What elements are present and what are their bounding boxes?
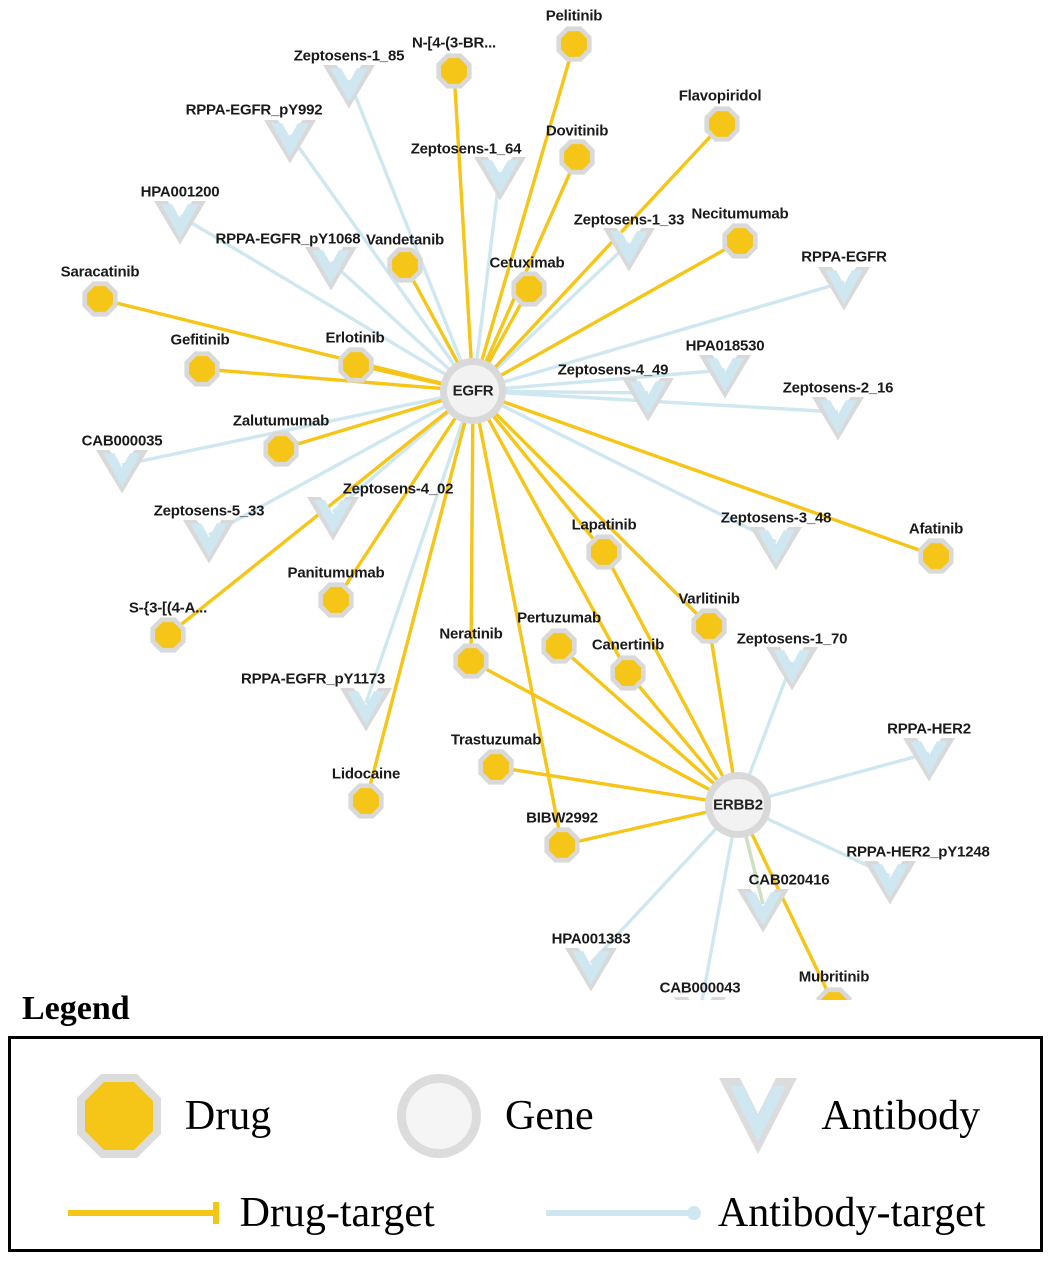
antibody-node[interactable]: [750, 527, 802, 571]
antibody-node[interactable]: [737, 889, 789, 933]
legend-label-antibody-target: Antibody-target: [717, 1190, 986, 1236]
antibody-node[interactable]: [699, 355, 751, 399]
octagon-icon: [516, 276, 542, 302]
octagon-icon: [392, 252, 418, 278]
drug-node[interactable]: [544, 827, 579, 862]
node-label: HPA018530: [685, 337, 765, 355]
node-label: Lidocaine: [331, 765, 401, 783]
drug-node[interactable]: [610, 655, 645, 690]
graph-edge: [747, 662, 792, 781]
node-label: RPPA-EGFR_pY1173: [240, 670, 386, 688]
legend-label-drug: Drug: [184, 1093, 272, 1139]
node-label: RPPA-HER2_pY1248: [846, 843, 990, 861]
octagon-icon: [87, 286, 113, 312]
node-label: Zeptosens-1_64: [410, 140, 522, 158]
graph-edge: [763, 753, 929, 798]
node-label: Cetuximab: [489, 254, 565, 272]
graph-edge: [366, 416, 465, 703]
node-label: CAB020416: [748, 871, 830, 889]
octagon-icon: [923, 543, 949, 569]
drug-node[interactable]: [184, 351, 219, 386]
node-label: RPPA-HER2: [887, 720, 971, 738]
node-label: Erlotinib: [325, 329, 385, 347]
octagon-icon: [343, 352, 369, 378]
node-label: Trastuzumab: [450, 731, 542, 749]
graph-edge: [471, 417, 473, 661]
octagon-icon: [615, 660, 641, 686]
antibody-node[interactable]: [864, 861, 916, 905]
drug-node[interactable]: [691, 608, 726, 643]
node-label: HPA001383: [551, 930, 631, 948]
drug-node[interactable]: [918, 538, 953, 573]
octagon-icon: [155, 622, 181, 648]
octagon-icon: [441, 58, 467, 84]
legend-item-antibody-target: [544, 1189, 986, 1237]
antibody-node[interactable]: [154, 201, 206, 245]
drug-node[interactable]: [541, 628, 576, 663]
octagon-icon: [268, 436, 294, 462]
octagon-icon: [564, 144, 590, 170]
drug-edge-icon: [66, 1199, 226, 1227]
legend-label-drug-target: Drug-target: [239, 1190, 435, 1236]
legend-item-gene: [391, 1068, 594, 1164]
node-label: Gefitinib: [170, 331, 230, 349]
octagon-icon: [458, 648, 484, 674]
octagon-icon: [353, 788, 379, 814]
node-label: CAB000035: [81, 432, 163, 450]
node-label: Zeptosens-4_49: [557, 361, 669, 379]
graph-edge: [454, 71, 471, 365]
graph-edge: [202, 369, 447, 389]
node-label: Dovitinib: [545, 122, 609, 140]
node-label: EGFR: [452, 382, 494, 400]
drug-node[interactable]: [318, 582, 353, 617]
drug-node[interactable]: [348, 783, 383, 818]
graph-edge: [497, 400, 936, 556]
drug-node[interactable]: [263, 431, 298, 466]
antibody-node[interactable]: [766, 647, 818, 691]
node-label: Vandetanib: [365, 231, 445, 249]
antibody-node[interactable]: [603, 228, 655, 272]
antibody-node[interactable]: [183, 520, 235, 564]
antibody-node[interactable]: [474, 157, 526, 201]
legend-title: Legend: [22, 990, 130, 1027]
drug-node[interactable]: [387, 247, 422, 282]
node-label: Zeptosens-1_85: [293, 47, 405, 65]
node-label: Neratinib: [439, 625, 503, 643]
node-label: Flavopiridol: [678, 87, 762, 105]
octagon-icon: [561, 31, 587, 57]
drug-node[interactable]: [436, 53, 471, 88]
node-label: N-[4-(3-BR...: [411, 34, 497, 52]
node-label: Panitumumab: [287, 564, 385, 582]
node-label: S-{3-[(4-A...: [128, 599, 208, 617]
octagon-icon: [323, 587, 349, 613]
legend-box: [8, 1036, 1043, 1252]
drug-node[interactable]: [511, 271, 546, 306]
node-label: ERBB2: [713, 796, 763, 814]
node-label: Mubritinib: [798, 968, 870, 986]
octagon-icon: [709, 111, 735, 137]
legend: [8, 990, 1051, 1252]
drug-node[interactable]: [478, 749, 513, 784]
node-label: RPPA-EGFR: [801, 248, 887, 266]
legend-item-drug-target: [66, 1189, 435, 1237]
node-label: RPPA-EGFR_pY1068: [215, 230, 361, 248]
graph-edge: [498, 282, 844, 384]
octagon-icon: [727, 228, 753, 254]
node-label: CAB000043: [659, 979, 741, 997]
drug-node[interactable]: [338, 347, 373, 382]
circle-ring-icon: [391, 1068, 487, 1164]
node-label: Zeptosens-4_02: [342, 480, 454, 498]
node-label: Afatinib: [908, 520, 964, 538]
antibody-node[interactable]: [305, 247, 357, 291]
node-label: RPPA-EGFR_pY992: [185, 101, 323, 119]
antibody-node[interactable]: [565, 948, 617, 992]
node-label: Varlitinib: [678, 590, 740, 608]
node-label: Pelitinib: [545, 7, 603, 25]
graph-edge: [491, 124, 722, 372]
octagon-icon: [591, 539, 617, 565]
node-label: Zalutumumab: [232, 412, 330, 430]
node-label: Saracatinib: [60, 263, 140, 281]
legend-item-drug: [71, 1068, 271, 1164]
node-label: BIBW2992: [526, 809, 598, 827]
graph-edge: [100, 299, 448, 385]
node-label: Lapatinib: [571, 516, 637, 534]
drug-node[interactable]: [586, 534, 621, 569]
octagon-icon: [483, 754, 509, 780]
legend-label-gene: Gene: [505, 1093, 594, 1139]
node-label: Zeptosens-5_33: [153, 502, 265, 520]
drug-node[interactable]: [704, 106, 739, 141]
antibody-node[interactable]: [264, 120, 316, 164]
graph-edge: [628, 673, 721, 785]
legend-label-antibody: Antibody: [821, 1093, 981, 1139]
node-label: HPA001200: [140, 183, 220, 201]
antibody-node[interactable]: [323, 65, 375, 109]
graph-edge: [349, 80, 463, 367]
node-label: Pertuzumab: [517, 609, 601, 627]
drug-node[interactable]: [556, 26, 591, 61]
octagon-icon: [549, 832, 575, 858]
drug-node[interactable]: [559, 139, 594, 174]
chevron-down-icon: [713, 1068, 803, 1164]
node-label: Zeptosens-1_33: [573, 211, 685, 229]
antibody-node[interactable]: [903, 738, 955, 782]
antibody-edge-icon: [544, 1199, 704, 1227]
octagon-icon: [71, 1068, 167, 1164]
node-label: Canertinib: [591, 636, 665, 654]
drug-node[interactable]: [82, 281, 117, 316]
node-label: Zeptosens-2_16: [782, 379, 894, 397]
octagon-icon: [546, 633, 572, 659]
drug-node[interactable]: [722, 223, 757, 258]
drug-node[interactable]: [150, 617, 185, 652]
octagon-icon: [189, 356, 215, 382]
node-label: Necitumumab: [691, 205, 789, 223]
legend-item-antibody: [713, 1068, 980, 1164]
graph-edge: [700, 831, 733, 1000]
node-label: Zeptosens-3_48: [720, 509, 832, 527]
antibody-node[interactable]: [812, 397, 864, 441]
octagon-icon: [696, 613, 722, 639]
antibody-node[interactable]: [96, 450, 148, 494]
node-label: Zeptosens-1_70: [736, 630, 848, 648]
drug-node[interactable]: [453, 643, 488, 678]
